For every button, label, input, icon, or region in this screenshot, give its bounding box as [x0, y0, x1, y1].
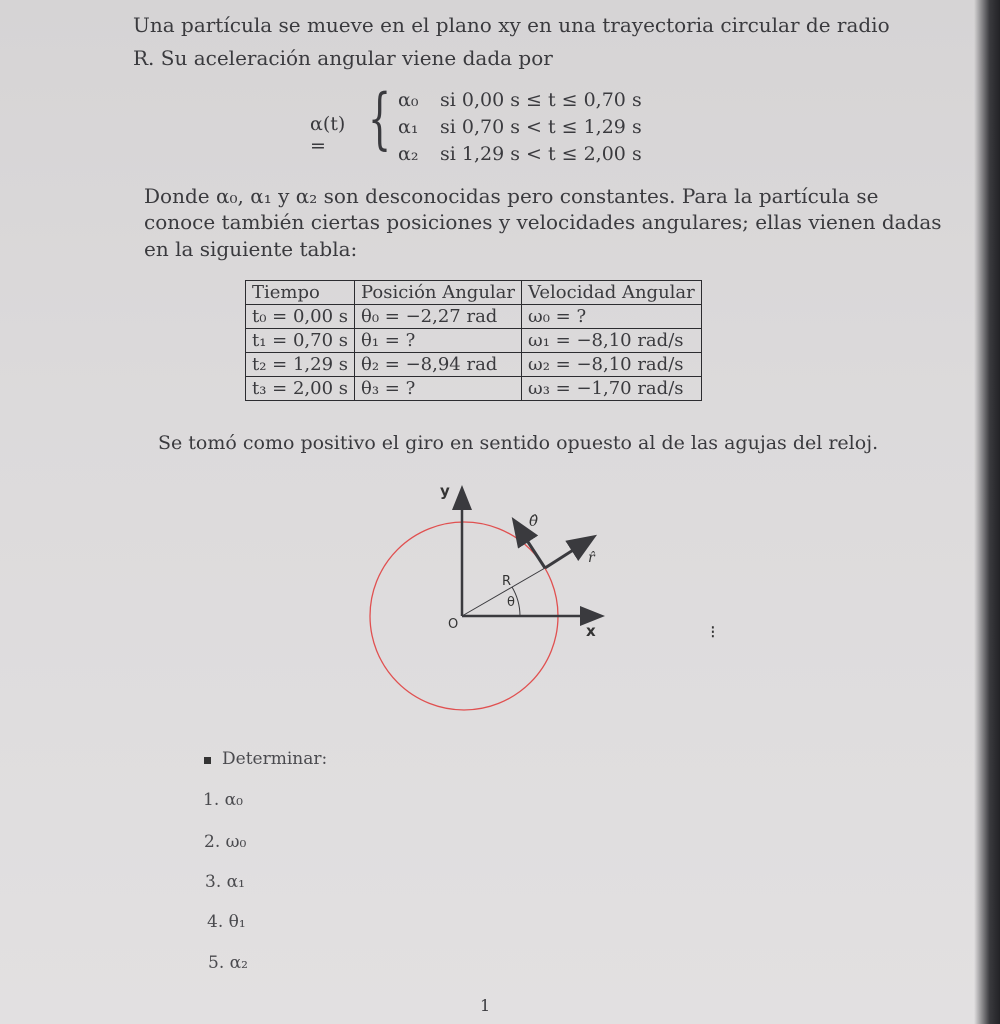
equation-brace: { — [368, 80, 392, 157]
header-posicion: Posición Angular — [355, 281, 522, 305]
paragraph2-line-1: Donde α₀, α₁ y α₂ son desconocidas pero constantes. Para la partícula se — [144, 184, 879, 208]
origin-label: O — [448, 617, 459, 632]
circular-motion-diagram — [360, 478, 620, 728]
scroll-marker-icon: ⁝ — [710, 622, 716, 643]
case-symbol-2: α₂ — [398, 143, 419, 165]
table-row — [246, 377, 702, 401]
case-symbol-1: α₁ — [398, 116, 419, 138]
task-item-3: 3. α₁ — [205, 872, 245, 892]
sign-convention-note: Se tomó como positivo el giro en sentido opuesto al de las agujas del reloj. — [158, 432, 879, 454]
table-cell: ω₀ = ? — [522, 305, 702, 329]
header-tiempo: Tiempo — [246, 281, 355, 305]
task-item-1: 1. α₀ — [203, 790, 243, 810]
table-cell: t₃ = 2,00 s — [246, 377, 355, 401]
data-table — [245, 280, 702, 401]
paragraph2-line-3: en la siguiente tabla: — [144, 237, 358, 261]
intro-line-1: Una partícula se mueve en el plano xy en una trayectoria circular de radio — [133, 13, 890, 37]
table-cell: t₁ = 0,70 s — [246, 329, 355, 353]
case-condition-2: si 1,29 s < t ≤ 2,00 s — [440, 143, 642, 165]
header-velocidad: Velocidad Angular — [522, 281, 702, 305]
paragraph2-line-2: conoce también ciertas posiciones y velocidades angulares; ellas vienen dadas — [144, 210, 942, 234]
case-condition-1: si 0,70 s < t ≤ 1,29 s — [440, 116, 642, 138]
table-cell: θ₃ = ? — [355, 377, 522, 401]
task-item-5: 5. α₂ — [208, 953, 248, 973]
angle-label: θ — [507, 595, 515, 610]
radius-label: R — [502, 574, 512, 589]
table-cell: θ₂ = −8,94 rad — [355, 353, 522, 377]
table-row — [246, 305, 702, 329]
table-row — [246, 353, 702, 377]
table-cell: t₂ = 1,29 s — [246, 353, 355, 377]
table-cell: ω₃ = −1,70 rad/s — [522, 377, 702, 401]
x-axis-label: x — [586, 622, 596, 640]
case-condition-0: si 0,00 s ≤ t ≤ 0,70 s — [440, 89, 642, 111]
r-hat-vector — [545, 538, 592, 568]
bullet-icon — [204, 757, 211, 764]
case-symbol-0: α₀ — [398, 89, 419, 111]
task-item-4: 4. θ₁ — [207, 912, 246, 932]
r-hat-label: r̂ — [588, 550, 595, 566]
tasks-heading: Determinar: — [222, 749, 328, 769]
page-number: 1 — [480, 996, 491, 1015]
table-cell: ω₂ = −8,10 rad/s — [522, 353, 702, 377]
theta-hat-label: θ̂ — [529, 512, 539, 530]
table-cell: θ₁ = ? — [355, 329, 522, 353]
y-axis-label: y — [440, 482, 450, 500]
table-header-row — [246, 281, 702, 305]
table-cell: ω₁ = −8,10 rad/s — [522, 329, 702, 353]
table-cell: θ₀ = −2,27 rad — [355, 305, 522, 329]
equation-lhs: α(t) = — [310, 113, 346, 157]
task-item-2: 2. ω₀ — [204, 832, 247, 852]
table-row — [246, 329, 702, 353]
intro-line-2: R. Su aceleración angular viene dada por — [133, 46, 553, 70]
table-cell: t₀ = 0,00 s — [246, 305, 355, 329]
